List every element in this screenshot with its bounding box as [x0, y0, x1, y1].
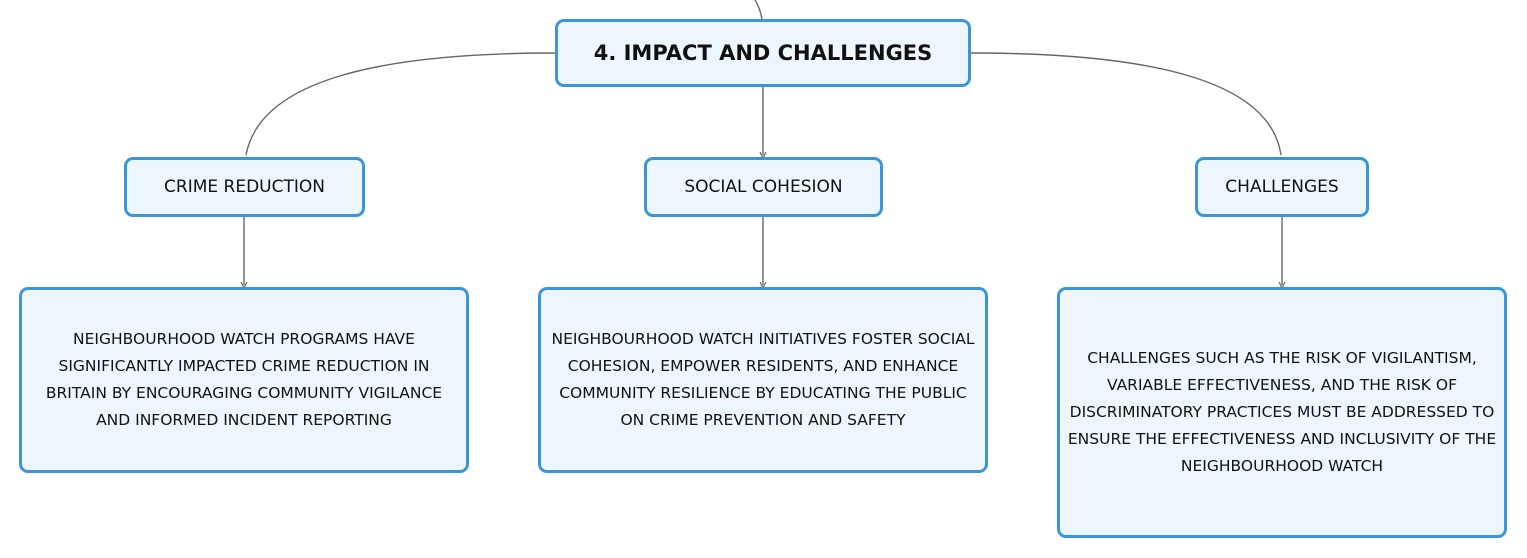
root-topic-title: 4. IMPACT AND CHALLENGES: [593, 41, 933, 65]
detail-text-social-cohesion: NEIGHBOURHOOD WATCH INITIATIVES FOSTER SOCIAL COHESION, EMPOWER RESIDENTS, AND ENHANCE COMMUNITY RESILIENCE BY EDUCATING THE PUBLIC ON CRIME PREVENTION AND SAFETY: [551, 330, 975, 429]
root-topic-node[interactable]: [555, 19, 971, 87]
connector-root-to-challenges: [971, 53, 1281, 155]
branch-node-challenges[interactable]: [1195, 157, 1369, 217]
connector-root-to-crime-reduction: [246, 53, 555, 155]
branch-node-crime-reduction[interactable]: [124, 157, 365, 217]
branch-label-social-cohesion: SOCIAL COHESION: [684, 177, 843, 197]
branch-label-crime-reduction: CRIME REDUCTION: [164, 177, 325, 197]
detail-node-challenges[interactable]: [1057, 287, 1507, 538]
connector-parent-to-root: [755, 0, 762, 19]
detail-text-challenges: CHALLENGES SUCH AS THE RISK OF VIGILANTISM, VARIABLE EFFECTIVENESS, AND THE RISK OF DISCRIMINATORY PRACTICES MUST BE ADDRESSED TO ENSURE THE EFFECTIVENESS AND INCLUSIVITY OF THE NEIGHBOURHOOD WATCH: [1067, 349, 1497, 475]
branch-label-challenges: CHALLENGES: [1225, 177, 1339, 197]
branch-node-social-cohesion[interactable]: [644, 157, 883, 217]
detail-text-crime-reduction: NEIGHBOURHOOD WATCH PROGRAMS HAVE SIGNIFICANTLY IMPACTED CRIME REDUCTION IN BRITAIN BY ENCOURAGING COMMUNITY VIGILANCE AND INFORMED INCIDENT REPORTING: [45, 330, 443, 429]
detail-node-crime-reduction[interactable]: [19, 287, 469, 473]
detail-node-social-cohesion[interactable]: [538, 287, 988, 473]
